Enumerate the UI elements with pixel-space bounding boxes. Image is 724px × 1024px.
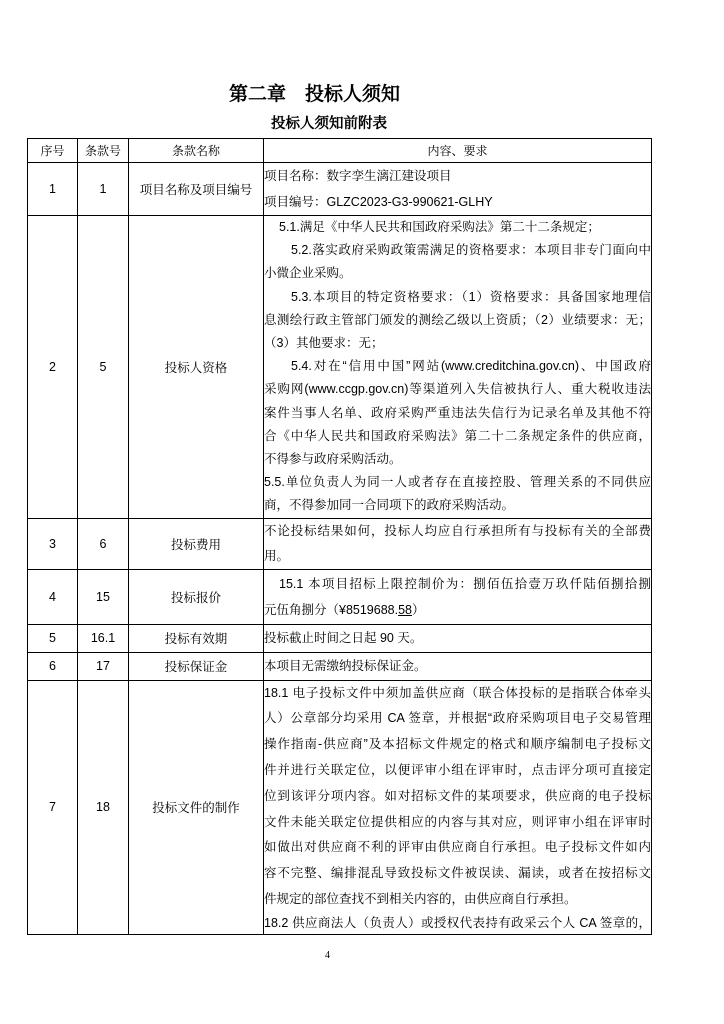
content-line: 合《中华人民共和国政府采购法》第二十二条规定条件的供应商， <box>264 428 651 443</box>
row-clause: 16.1 <box>78 624 129 652</box>
row-content <box>264 652 652 680</box>
table-title: 投标人须知前附表 <box>271 116 387 132</box>
row-no: 3 <box>28 518 78 569</box>
content-line: 5.4.对在“信用中国”网站(www.creditchina.gov.cn)、中国政府 <box>291 359 651 374</box>
table-row <box>28 569 652 624</box>
row-clause: 18 <box>78 680 129 934</box>
row-content <box>264 624 652 652</box>
row-clause: 1 <box>78 163 129 216</box>
content-line: 文件未能关联定位提供相应的内容与其对应，则评审小组在评审时 <box>264 814 651 829</box>
content-line: 件并进行关联定位，以便评审小组在评审时，点击评分项可直接定 <box>264 763 651 778</box>
row-name: 投标报价 <box>129 569 264 624</box>
content-line: 5.1.满足《中华人民共和国政府采购法》第二十二条规定； <box>279 220 600 234</box>
row-no: 4 <box>28 569 78 624</box>
content-line: 采购网(www.ccgp.gov.cn)等渠道列入失信被执行人、重大税收违法 <box>264 382 651 397</box>
table-row <box>28 518 652 569</box>
content-line: 如做出对供应商不利的评审由供应商自行承担。电子投标文件如内 <box>264 840 651 855</box>
content-line: 项目编号：GLZC2023-G3-990621-GLHY <box>264 195 493 209</box>
content-line: 投标截止时间之日起 90 天。 <box>264 630 423 645</box>
row-name: 投标费用 <box>129 518 264 569</box>
content-line: 项目名称：数字孪生漓江建设项目 <box>264 169 452 183</box>
row-no: 7 <box>28 680 78 934</box>
content-line: 5.5.单位负责人为同一人或者存在直接控股、管理关系的不同供应 <box>264 475 651 490</box>
content-line: 商，不得参加同一合同项下的政府采购活动。 <box>264 498 515 513</box>
content-line: 15.1 本项目招标上限控制价为：捌佰伍拾壹万玖仟陆佰捌拾捌 <box>279 576 651 591</box>
header-clause: 条款号 <box>78 139 129 163</box>
content-line: 案件当事人名单、政府采购严重违法失信行为记录名单及其他不符 <box>264 405 651 420</box>
content-line: 不论投标结果如何，投标人均应自行承担所有与投标有关的全部费 <box>264 523 651 538</box>
price-line-after: ） <box>412 602 425 617</box>
content-line: （3）其他要求：无； <box>264 336 384 351</box>
table-row <box>28 216 652 519</box>
content-line: 18.2 供应商法人（负责人）或授权代表持有政采云个人 CA 签章的， <box>264 915 651 930</box>
row-content <box>264 680 652 934</box>
row-clause: 5 <box>78 216 129 519</box>
row-clause: 15 <box>78 569 129 624</box>
row-no: 6 <box>28 652 78 680</box>
row-name: 投标保证金 <box>129 652 264 680</box>
page-number: 4 <box>325 950 330 961</box>
row-clause: 17 <box>78 652 129 680</box>
table-row <box>28 652 652 680</box>
content-line: 容不完整、编排混乱导致投标文件被误读、漏读，或者在按招标文 <box>264 866 651 881</box>
content-line: 人）公章部分均采用 CA 签章，并根据“政府采购项目电子交易管理 <box>264 711 651 726</box>
header-no: 序号 <box>28 139 78 163</box>
content-line: 件规定的部位查找不到相关内容的，由供应商自行承担。 <box>264 892 577 907</box>
content-line: 5.2.落实政府采购政策需满足的资格要求：本项目非专门面向中 <box>291 243 651 258</box>
chapter-title: 第二章 投标人须知 <box>229 84 401 105</box>
row-name: 投标人资格 <box>129 216 264 519</box>
content-line: 位到该评分项内容。如对招标文件的某项要求，供应商的电子投标 <box>264 788 651 803</box>
row-name: 投标有效期 <box>129 624 264 652</box>
content-line: 18.1 电子投标文件中须加盖供应商（联合体投标的是指联合体牵头 <box>264 685 651 700</box>
price-line-underlined: 58 <box>398 602 412 617</box>
table-row <box>28 163 652 216</box>
row-clause: 6 <box>78 518 129 569</box>
content-line: 本项目无需缴纳投标保证金。 <box>264 658 427 673</box>
row-name: 投标文件的制作 <box>129 680 264 934</box>
price-line <box>264 597 651 623</box>
row-content <box>264 518 652 569</box>
row-content <box>264 216 652 519</box>
content-line: 小微企业采购。 <box>264 266 352 281</box>
content-line: 不得参与政府采购活动。 <box>264 452 402 467</box>
header-name: 条款名称 <box>129 139 264 163</box>
row-content <box>264 569 652 624</box>
content-line: 5.3.本项目的特定资格要求：（1）资格要求：具备国家地理信 <box>291 289 651 304</box>
row-content <box>264 163 652 216</box>
table-row <box>28 624 652 652</box>
row-no: 5 <box>28 624 78 652</box>
table-header-row <box>28 139 652 163</box>
content-line: 息测绘行政主管部门颁发的测绘乙级以上资质；（2）业绩要求：无； <box>264 312 651 327</box>
row-name: 项目名称及项目编号 <box>129 163 264 216</box>
table-row <box>28 680 652 934</box>
content-line: 用。 <box>264 548 290 563</box>
row-no: 2 <box>28 216 78 519</box>
price-line-before: 元伍角捌分（¥8519688. <box>264 602 399 617</box>
header-content: 内容、要求 <box>264 139 652 163</box>
row-no: 1 <box>28 163 78 216</box>
bidder-instructions-table <box>27 138 652 935</box>
content-line: 操作指南-供应商”及本招标文件规定的格式和顺序编制电子投标文 <box>264 737 651 752</box>
